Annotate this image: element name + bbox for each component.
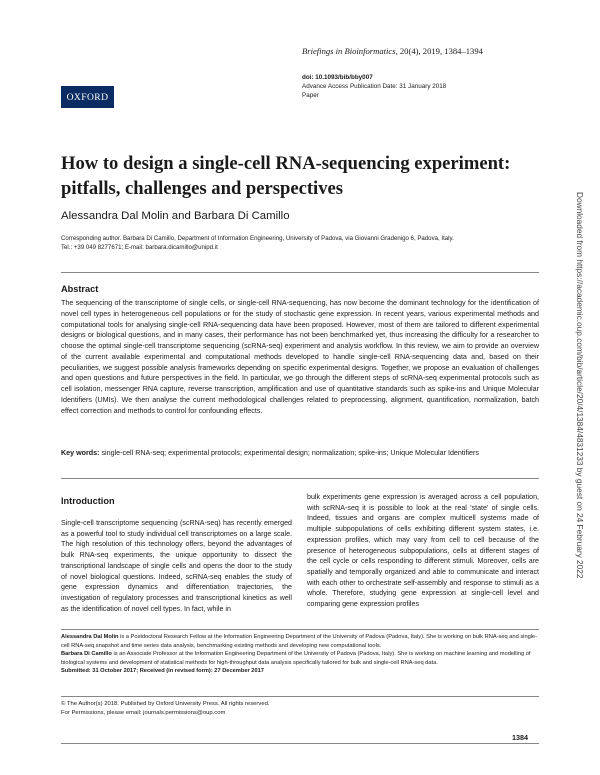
author-list: Alessandra Dal Molin and Barbara Di Camillo (61, 210, 290, 222)
corresponding-contact: Tel.: +39 049 8277671; E-mail: barbara.dicamillo@unipd.it (61, 243, 218, 251)
divider-bottom (61, 743, 539, 744)
divider-top (61, 272, 539, 273)
page-number: 1384 (512, 733, 528, 742)
divider-copyright (61, 696, 539, 697)
introduction-right-column: bulk experiments gene expression is averaged across a cell population, with scRNA-seq it is possible to look at the real 'state' of single cells. Indeed, tissues and organs are complex multicell systems made of multiple subpopulations of cells exhibiting different system states, i.e. expression profiles, which may vary from cell to cell because of the presence of heterogeneous subpopulations, cells at different stages of the cell cycle or cells responding to different stimuli. Moreover, cells are spatially and temporally organized and able to communicate and interact with each other to orchestrate self-assembly and response to stimuli as a whole. Therefore, studying gene expression at single-cell level and comparing gene expression profiles (307, 493, 539, 609)
copyright-notice: © The Author(s) 2018. Published by Oxford University Press. All rights reserved. (61, 701, 270, 707)
journal-volume: 20(4), 2019, 1384–1394 (397, 46, 483, 56)
submission-dates: Submitted: 31 October 2017; Received (in revised form): 27 December 2017 (61, 668, 264, 675)
introduction-left-column: Single-cell transcriptome sequencing (scRNA-seq) has recently emerged as a powerful tool to study individual cell transcriptomes on a large scale. The high resolution of this technology offers, beyond the advantages of bulk RNA-seq experiments, the unique opportunity to dissect the transcriptional landscape of single cells and opens the door to the study of novel biological questions. Indeed, scRNA-seq enables the study of gene expression dynamics and differentiation trajectories, the investigation of regulatory processes and transcriptional kinetics as well as the identification of novel cell types. In fact, while in (61, 519, 292, 613)
oxford-logo: OXFORD (61, 86, 114, 108)
article-title: How to design a single-cell RNA-sequencing experiment: pitfalls, challenges and perspectives (61, 153, 511, 199)
keywords-list: single-cell RNA-seq; experimental protocols; experimental design; normalization; spike-ins; Unique Molecular Identifiers (99, 449, 479, 457)
article-type: Paper (302, 92, 319, 100)
bio-di-camillo-name: Barbara Di Camillo (61, 651, 112, 658)
keywords-label: Key words: (61, 449, 100, 457)
keywords (61, 448, 539, 459)
download-note: Downloaded from https://academic.oup.com/bib/article/20/4/1384/4831233 by guest on 24 February 2022 (575, 192, 585, 579)
permissions-email[interactable]: For Permissions, please email: journals.permissions@oup.com (61, 709, 226, 716)
doi-link[interactable]: doi: 10.1093/bib/bby007 (302, 74, 373, 81)
bio-dal-molin-name: Alessandra Dal Molin (61, 634, 119, 640)
bio-di-camillo-text: is an Associate Professor at the Information Engineering Department of the University of Padova (Padova, Italy). She is working on machine learning and modelling of biological systems and development of statistical methods for high-throughput data analysis specifically tailored for bulk and single-cell RNA-seq data. (61, 651, 531, 666)
article-meta (302, 73, 446, 101)
corresponding-author (61, 235, 541, 253)
abstract-heading: Abstract (61, 284, 99, 294)
author-footnotes (61, 633, 541, 676)
corresponding-address: Corresponding author. Barbara Di Camillo, Department of Information Engineering, University of Padova, via Giovanni Gradenigo 6, Padova, Italy. (61, 235, 454, 242)
bio-dal-molin (61, 633, 541, 650)
divider-footnotes (61, 629, 539, 630)
introduction-heading: Introduction (61, 496, 115, 506)
journal-name: Briefings in Bioinformatics, (302, 46, 398, 56)
divider-abstract (61, 478, 539, 479)
bio-dal-molin-text: is a Postdoctoral Research Fellow at the Information Engineering Department of the University of Padova (Padova, Italy). She is working on bulk RNA-seq and single-cell RNA-seq snapshot and time series data analysis, benchmarking existing methods and developing new computational tools. (61, 634, 538, 649)
bio-di-camillo (61, 650, 541, 667)
abstract-text: The sequencing of the transcriptome of single cells, or single-cell RNA-sequencing, has now become the dominant technology for the identification of novel cell types in heterogeneous cell populations or for the study of stochastic gene expression. In recent years, various experimental methods and computational tools for analysing single-cell RNA-sequencing data have been proposed. However, most of them are tailored to different experimental designs or biological questions, and in many cases, their performance has not been benchmarked yet, thus increasing the difficulty for a researcher to choose the optimal single-cell transcriptome sequencing (scRNA-seq) experiment and analysis workflow. In this review, we aim to provide an overview of the current available experimental and computational methods developed to handle single-cell RNA-sequencing data and, based on their peculiarities, we suggest possible analysis frameworks depending on specific experimental designs. Together, we propose an evaluation of challenges and open questions and future perspectives in the field. In particular, we go through the different steps of scRNA-seq experimental protocols such as cell isolation, messenger RNA capture, reverse transcription, amplification and use of quantitative standards such as spike-ins and Unique Molecular Identifiers (UMIs). We then analyse the current methodological challenges related to preprocessing, alignment, quantification, normalization, batch effect correction and methods to control for confounding effects. (61, 299, 539, 415)
copyright-block (61, 700, 541, 717)
advance-access-date: Advance Access Publication Date: 31 January 2018 (302, 83, 447, 91)
journal-citation (302, 46, 483, 56)
